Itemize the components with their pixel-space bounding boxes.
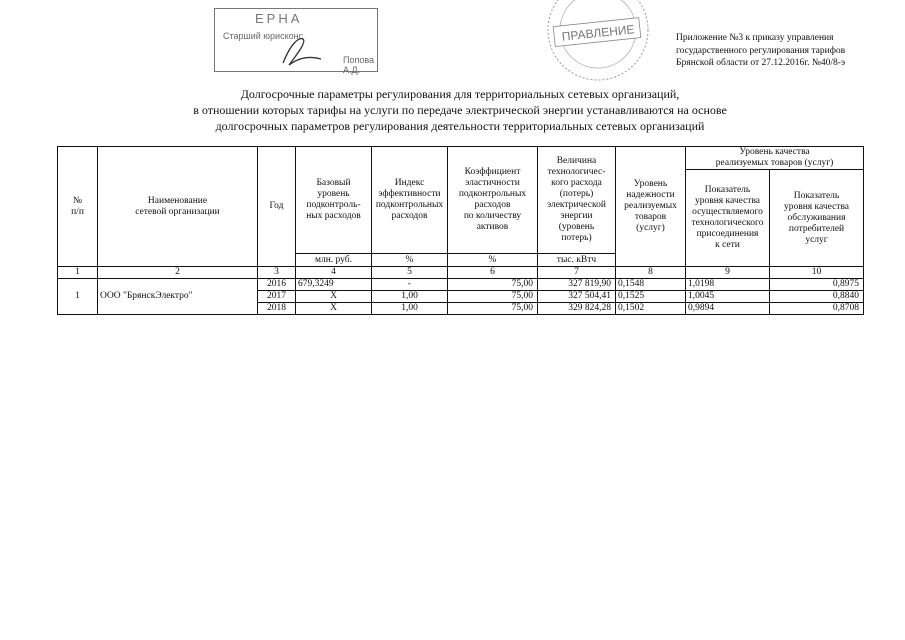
cell-index: 1,00 — [372, 303, 448, 315]
stamp-role: Старший юрисконс — [223, 31, 304, 41]
header-quality-service: Показатель уровня качества обслуживания потребителей услуг — [770, 170, 864, 267]
col-number: 3 — [258, 267, 296, 279]
cell-year: 2018 — [258, 303, 296, 315]
cell-quality-conn: 1,0198 — [686, 279, 770, 291]
header-num: № п/п — [58, 147, 98, 267]
annex-line-3: Брянской области от 27.12.2016г. №40/8-э — [676, 58, 846, 68]
signature-icon — [277, 33, 327, 69]
header-reliability: Уровень надежности реализуемых товаров (услуг) — [616, 147, 686, 267]
stamp-signatory: Попова А.Д. — [343, 55, 375, 75]
cell-loss: 327 819,90 — [538, 279, 616, 291]
cell-index: - — [372, 279, 448, 291]
annex-note — [676, 32, 876, 70]
cell-coef: 75,00 — [448, 303, 538, 315]
cell-loss: 329 824,28 — [538, 303, 616, 315]
annex-line-1: Приложение №3 к приказу управления — [676, 33, 834, 43]
header-coef: Коэффициент эластичности подконтрольных расходов по количеству активов — [448, 147, 538, 254]
col-number: 9 — [686, 267, 770, 279]
unit-loss: тыс. кВтч — [538, 254, 616, 267]
cell-base: X — [296, 291, 372, 303]
cell-index: 1,00 — [372, 291, 448, 303]
cell-reliability: 0,1525 — [616, 291, 686, 303]
col-number: 1 — [58, 267, 98, 279]
unit-coef: % — [448, 254, 538, 267]
stamp-title: ЕРНА — [255, 11, 303, 26]
header-loss: Величина технологичес- кого расхода (потерь) электрической энергии (уровень потерь) — [538, 147, 616, 254]
title-line-3: долгосрочных параметров регулирования деятельности территориальных сетевых организаций — [215, 119, 705, 133]
cell-base: 679,3249 — [296, 279, 372, 291]
col-number: 4 — [296, 267, 372, 279]
row-number: 1 — [58, 279, 98, 315]
round-seal-icon — [532, 0, 664, 84]
cell-coef: 75,00 — [448, 279, 538, 291]
seal-text: ПРАВЛЕНИЕ — [561, 22, 636, 44]
col-number: 8 — [616, 267, 686, 279]
cell-quality-service: 0,8840 — [770, 291, 864, 303]
col-number: 7 — [538, 267, 616, 279]
cell-loss: 327 504,41 — [538, 291, 616, 303]
col-number: 6 — [448, 267, 538, 279]
unit-base: млн. руб. — [296, 254, 372, 267]
cell-reliability: 0,1548 — [616, 279, 686, 291]
cell-coef: 75,00 — [448, 291, 538, 303]
col-number: 10 — [770, 267, 864, 279]
table-row — [58, 279, 864, 291]
cell-year: 2017 — [258, 291, 296, 303]
header-index: Индекс эффективности подконтрольных расходов — [372, 147, 448, 254]
document-title — [100, 86, 820, 134]
cell-base: X — [296, 303, 372, 315]
cell-quality-conn: 1,0045 — [686, 291, 770, 303]
col-number: 2 — [98, 267, 258, 279]
col-number: 5 — [372, 267, 448, 279]
organization-name: ООО "БрянскЭлектро" — [98, 279, 258, 315]
annex-line-2: государственного регулирования тарифов — [676, 45, 846, 56]
header-quality-group: Уровень качества реализуемых товаров (услуг) — [686, 147, 864, 170]
header-base: Базовый уровень подконтроль- ных расходов — [296, 147, 372, 254]
column-numbers-row — [58, 267, 864, 279]
cell-quality-conn: 0,9894 — [686, 303, 770, 315]
header-year: Год — [258, 147, 296, 267]
title-line-2: в отношении которых тарифы на услуги по передаче электрической энергии устанавливаются на основе — [193, 103, 727, 117]
cell-quality-service: 0,8975 — [770, 279, 864, 291]
header-org: Наименование сетевой организации — [98, 147, 258, 267]
approval-stamp — [214, 8, 378, 75]
parameters-table — [57, 146, 864, 315]
title-line-1: Долгосрочные параметры регулирования для территориальных сетевых организаций, — [240, 87, 680, 101]
cell-year: 2016 — [258, 279, 296, 291]
cell-reliability: 0,1502 — [616, 303, 686, 315]
unit-index: % — [372, 254, 448, 267]
cell-quality-service: 0,8708 — [770, 303, 864, 315]
header-quality-conn: Показатель уровня качества осуществляемого технологического присоединения к сети — [686, 170, 770, 267]
